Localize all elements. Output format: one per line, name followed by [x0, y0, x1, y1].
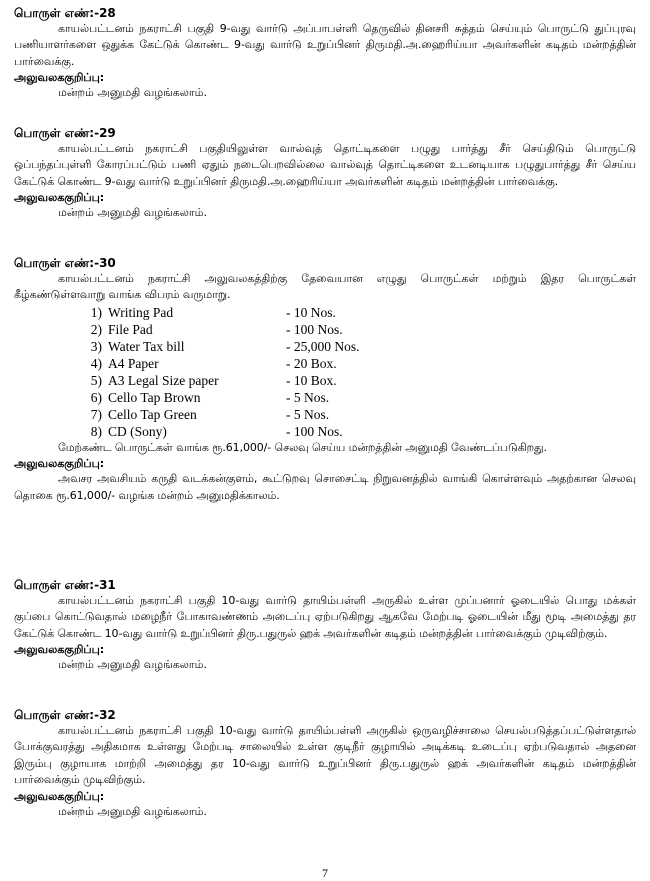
office-note-label: அலுவலககுறிப்பு:	[14, 643, 105, 657]
office-note: மன்றம் அனுமதி வழங்கலாம்.	[58, 658, 207, 672]
list-item: 4) A4 Paper - 20 Box.	[90, 355, 337, 371]
item-heading: பொருள் எண்:-29	[14, 126, 116, 140]
item-heading: பொருள் எண்:-31	[14, 578, 116, 592]
agenda-item-32	[14, 708, 636, 820]
item-body: காயல்பட்டனம் நகராட்சி அலுவலகத்திற்கு தேவையான எழுது பொருட்கள் மற்றும் இதர பொருட்கள் கீழ்கண்டுள்ளவாறு வாங்க விபரம் வருமாறு.	[14, 272, 636, 302]
stationery-list	[14, 304, 636, 440]
office-note-label: அலுவலககுறிப்பு:	[14, 71, 105, 85]
office-note: மன்றம் அனுமதி வழங்கலாம்.	[58, 86, 207, 100]
office-note: அவசர அவசியம் கருதி வடக்கன்குளம், கூட்டுறவு சொசைட்டி நிறுவனத்தில் வாங்கி கொள்ளவும் அதற்கான செலவு தொகை ரூ.61,000/- வழங்க மன்றம் அனுமதிக்காலம்.	[14, 472, 636, 502]
item-body: காயல்பட்டனம் நகராட்சி பகுதி 9-வது வார்டு அப்பாபள்ளி தெருவில் தினசரி சுத்தம் செய்யும் பொருட்டு துப்புரவு பணியாளர்களை ஒதுக்க கேட்டுக் கொண்ட 9-வது வார்டு உறுப்பினர் திருமதி.அ.ஹைரிய்யா அவர்களின் கடிதம் மன்றத்தின் பார்வைக்கு.	[14, 22, 636, 68]
item-body: காயல்பட்டனம் நகராட்சி பகுதியிலுள்ள வால்வுத் தொட்டிகளை பழுது பார்த்து சீர் செய்திடும் பொருட்டு ஒப்பந்தப்புள்ளி கோரப்பட்டும் பணி ஏதும் நடைபெறவில்லை வால்வுத் தொட்டிகளை உடனடியாக பழுதுபார்த்து சீர் செய்ய கேட்டுக் கொண்ட 9-வது வார்டு உறுப்பினர் திருமதி.அ.ஹைரிய்யா அவர்களின் கடிதம் மன்றத்தின் பார்வைக்கு.	[14, 142, 636, 188]
item-body: காயல்பட்டனம் நகராட்சி பகுதி 10-வது வார்டு தாயிம்பள்ளி அருகில் உள்ள முப்பனார் ஓடையில் பொது மக்கள் குப்பை கொட்டுவதால் மழைநீர் போகாவண்ணம் அடைப்பு ஏற்படுகிறது ஆகவே மேற்படி ஓடையின் மீது மூடி அமைத்து தர கேட்டுக் கொண்ட 10-வது வார்டு உறுப்பினர் திரு.பதுருல் ஹக் அவர்களின் கடிதம் மன்றத்தின் பார்வைக்கும் முடிவிற்கும்.	[14, 594, 636, 640]
item-heading: பொருள் எண்:-30	[14, 256, 116, 270]
office-note-label: அலுவலககுறிப்பு:	[14, 789, 105, 803]
office-note-label: அலுவலககுறிப்பு:	[14, 457, 105, 471]
office-note-label: அலுவலககுறிப்பு:	[14, 191, 105, 205]
item-heading: பொருள் எண்:-28	[14, 6, 116, 20]
page-number: 7	[322, 866, 328, 880]
list-item: 8) CD (Sony) - 100 Nos.	[90, 423, 343, 439]
agenda-item-30	[14, 256, 636, 504]
agenda-item-29	[14, 126, 636, 221]
list-item: 6) Cello Tap Brown - 5 Nos.	[90, 389, 330, 405]
agenda-item-31	[14, 578, 636, 673]
item-body: காயல்பட்டனம் நகராட்சி பகுதி 10-வது வார்டு தாயிம்பள்ளி அருகில் ஒருவழிச்சாலை செயல்படுத்தப்பட்டுள்ளதால் போக்குவரத்து அதிகமாக உள்ளது மேற்படி சாலையில் உள்ள குடிநீர் குழாயில் அடிக்கடி உடைப்பு ஏற்படுவதால் அதனை இரும்பு குழாயாக மாற்றி அமைத்து தர 10-வது வார்டு உறுப்பினர் திரு.பதுருல் ஹக் அவர்களின் கடிதம் மன்றத்தின் பார்வைக்கும் முடிவிற்கும்.	[14, 724, 636, 787]
list-item: 1) Writing Pad - 10 Nos.	[90, 304, 336, 320]
item-heading: பொருள் எண்:-32	[14, 708, 116, 722]
list-item: 7) Cello Tap Green - 5 Nos.	[90, 406, 330, 422]
list-item: 2) File Pad - 100 Nos.	[90, 321, 343, 337]
list-item: 3) Water Tax bill - 25,000 Nos.	[90, 338, 360, 354]
list-item: 5) A3 Legal Size paper - 10 Box.	[90, 372, 337, 388]
after-list-text: மேற்கண்ட பொருட்கள் வாங்க ரூ.61,000/- செலவு செய்ய மன்றத்தின் அனுமதி வேண்டப்படுகிறது.	[58, 440, 547, 454]
office-note: மன்றம் அனுமதி வழங்கலாம்.	[58, 804, 207, 818]
agenda-item-28	[14, 6, 636, 101]
office-note: மன்றம் அனுமதி வழங்கலாம்.	[58, 206, 207, 220]
